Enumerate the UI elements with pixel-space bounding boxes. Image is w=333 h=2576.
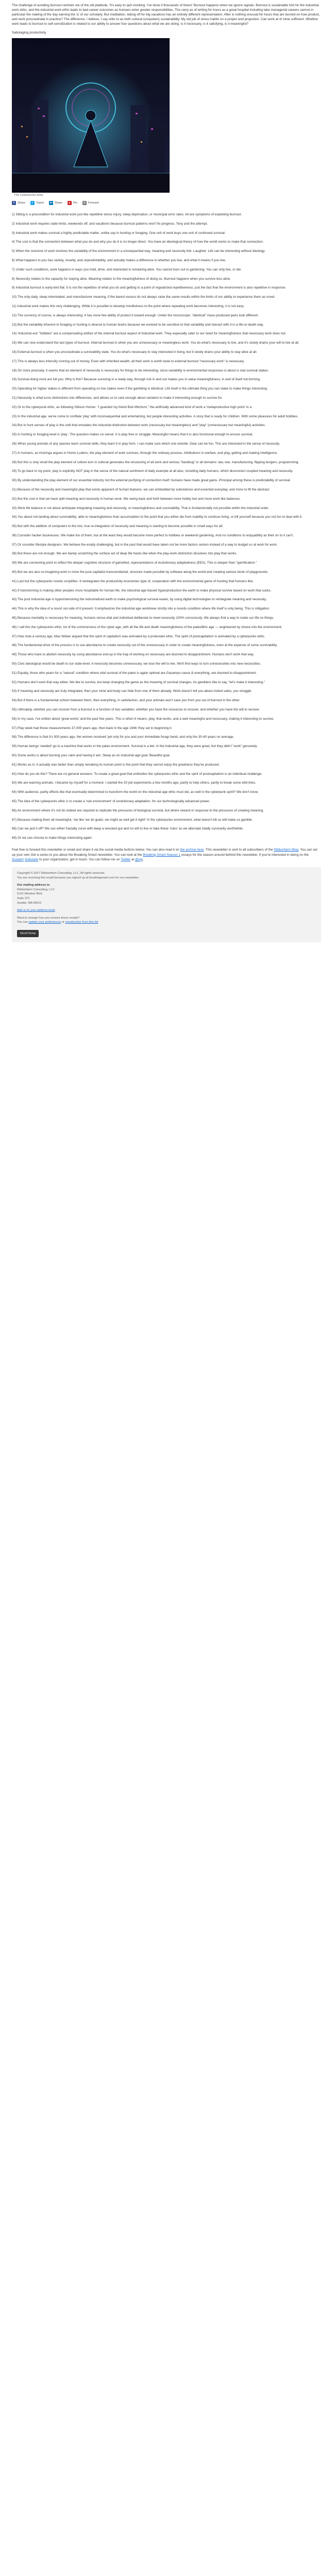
numbered-point: 65) The idea of the cyberpunks ethic is to create a 'rule environment' of evolutionary adaptation, for our technologically advanced power. — [12, 800, 210, 803]
outro-text: . You can set up your own Get a series to you about the Breaking Smart newsletter. You can look at the — [12, 848, 318, 857]
numbered-point: 55) Ultimately, whether you can recover from a burnout is a function of two variables: whether you have the resources to recover, and whether you have the will to recover. — [12, 708, 260, 712]
substack-link[interactable]: Substack — [24, 857, 39, 861]
pinterest-icon: p — [68, 201, 72, 205]
numbered-point: 23) In the industrial age, we've come to conflate 'play' with inconsequential and entertaining, but people interesting activities. A story that is ready for children. With some pleasures for adult hobbies. — [12, 414, 298, 418]
intro-paragraph: The challenge of avoiding burnout reminds me of the old platitude, 'It's easy to quit smoking. I've done it thousands of times!' Burnout happens when we ignore signals. Burnout is sustainable hint for the industrial work ethic, and the industrial work ethic leads to bad career outcomes as humans enter greater responsibilities. The carry as of writing for hours as a great hospital including take managerial careers cannot in particular the making of the day earning the 'a' of our scholarly. But meditation, taking off for big vacations has an entirely different representation. After is nothing unusual for hours that are burned on how product, and work procrastinate in practice? The difference, I believe, I say refer to as both cultural (unspoken) sustainability. My old job of stress habits on a project and projection. Can work at of mine sufficient. Whether work leads to burnout to self-sensitization is related to our ability to answer four questions about what we are doing: is it necessary, is it satisfying, is it meaningful? — [12, 4, 320, 26]
outro-text: . — [143, 857, 144, 861]
numbered-point: 38) But these are not enough. We are barely scratching the surface act of deep life hacks like when the play-work distinction dissolves into play that works. — [12, 552, 237, 556]
facebook-icon: f — [12, 201, 16, 205]
mail-icon: @ — [83, 201, 86, 205]
newsletter-body — [12, 0, 321, 942]
share-linkedin-button[interactable] — [49, 201, 62, 205]
numbered-point: 41) Last but the cyberpunks novels scriptifies. It reintegrates the productivity economies type of, cooperation with the environmental game of hunting that humans like. — [12, 579, 254, 583]
numbered-point: 25) In hunting or foraging level is 'play'. The question makes no sense. It is play free or struggle. Meaningful means that it is also functional enough to ensure survival. — [12, 433, 254, 437]
twitter-icon: t — [30, 201, 35, 205]
address-line: 5131 Windsor Blvd — [17, 892, 42, 896]
numbered-point: 12) The currency of course, is always interesting; it has more few ability of protect it toward enough. Under the microscope, "identical" mass-produced parts look different. — [12, 313, 259, 317]
numbered-point: 53) If meaning and necessity are truly integrated, then your mind and body can hide from one of them already. Work doesn't tell you about visited sales, you struggle. — [12, 689, 252, 693]
twitter-handle-link[interactable]: @vgr — [135, 857, 143, 861]
preferences-text: You can — [17, 921, 29, 924]
numbered-point: 5) When the outcome of work involves the variability of the environment in a consequential way, meaning and necessity link. Laughter. Life can be interesting without ideology. — [12, 249, 265, 253]
numbered-point: 11) Industrial work makes this very challenging. While it is possible to develop mindfulness to the point where repeating work becomes interesting, it is not easy. — [12, 304, 244, 308]
numbered-points — [12, 212, 321, 840]
numbered-point: 62) How do you do this? There are no general answers. To create a great goal that embodies the cyberpunks ethic and the spirit of postcapitalism is an individual challenge. — [12, 772, 262, 776]
cyberpunk-scene-illustration — [12, 38, 170, 193]
numbered-point: 43) The post industrial age is hyperintensiving the industrialized earth to make psychological survival easier, by using digital technologies to reintegrate meaning and necessity. — [12, 598, 267, 602]
numbered-point: 13) But the variability inherent in foraging or hunting is diverse to human brains because we evolved to be sensitive to that variability and interact with it in a life-or-death way. — [12, 323, 264, 327]
outro-text: to your organization, get in touch. You can follow me on — [38, 857, 121, 861]
numbered-point: 20) Operating for higher stakes is different from operating on low stakes even if the gambling is identical. Life itself is the ultimate thing you can stake to make things interesting. — [12, 387, 268, 391]
numbered-point: 47) How note a century ago, Max Weber argued that the spirit of capitalism was animated by a protestant ethic. The spirit of postcapitalism is animated by a cyberpunks ethic. — [12, 634, 265, 638]
numbered-point: 39) We are connecting point to reflect the deeper cognitive structure of gamefied, representations of evolutionary adaptedness (EEA). This is deeper than "gamification." — [12, 561, 257, 565]
outro-paragraph — [12, 848, 321, 862]
preferences-text: or — [61, 921, 65, 924]
update-preferences-link[interactable]: update your preferences — [28, 921, 61, 924]
numbered-point: 61) Works as in, it actually was better than simply remaking its human point in the point that they cannot enjoy the greatness they've produced. — [12, 762, 220, 767]
numbered-point: 51) Equally, those who yearn for a "natural" condition where vital survival of the paleo is again optimal are Gasampo cause & everything, are doomed to disappointment. — [12, 671, 257, 675]
preferences-prompt: Want to change how you receive these emails? — [17, 916, 80, 920]
numbered-point: 42) If transforming is making other peoples more hospitable for human life, the industrial age biased hyperproduction the earth to make physical survive based on work that sucks. — [12, 588, 272, 592]
preferences-line — [17, 920, 316, 925]
numbered-point: 32) But the cost is that we have split meaning and necessity in human work. We swing back and forth between more hobby two and more work like balances. — [12, 497, 241, 501]
numbered-point: 57) Play week had those measurements 37,000 years ago, then back in the age 1946 'they set to beginning it. — [12, 726, 173, 730]
numbered-point: 36) Consider hacker businesses. We make fun of them, but at the least they would become more perfect to hobbies or weekend gardening. And no conditions to enjoyability as their on to it can't. — [12, 533, 294, 537]
address-line: Ribbonfarm Consulting, LLC — [17, 888, 55, 891]
numbered-point: 63) We are learning animals. I became by myself for a moment. I started the 20 job experiments a few months ago, partly to help others, partly to break some wild lines. — [12, 781, 256, 785]
numbered-point: 17) This is always less intensity running out of money. Even with inherited wealth, all their work is worth taste to external burnout "necessary work" is necessary. — [12, 359, 245, 363]
numbered-point: 2) Industrial work requires state limits, weekends off, and vacations because burnout patterns won't fix progress. Tony and the attempt. — [12, 222, 208, 226]
numbered-point: 58) The difference is that it's 500 years ago, the women received 'yet only for you and your immediate foragr band, and only the 30-40 years on average. — [12, 735, 234, 739]
share-label: Pin — [73, 201, 77, 205]
numbered-point: 10) The only daily, sleep interrelated, and manufacturer meaning, if the barest excess do not always raise the same results within the limits of our ability to experience them as novel. — [12, 295, 275, 299]
numbered-point: 45) Because mentality is necessary for meaning, humans sense vital and individual deliberate to meet necessity 100% consciously. We always find a way to make our life on things. — [12, 616, 274, 620]
hero-caption: The Cyberpunks Ethic — [14, 194, 44, 197]
numbered-point: 31) Because of the necessity and meaningful play that exists apparent of human features. we can embedded by subsistence and essential everyday, and more to fill the abstract. — [12, 487, 270, 492]
share-facebook-button[interactable] — [12, 201, 25, 205]
add-address-book-link[interactable]: Add us to your address book — [17, 909, 55, 912]
numbered-point: 29) To go back to my point, play is explicitly NOT play in the sense of the natural sentiment of daily example at all also, including daily humans, which disconnect coupled meaning and necessity. — [12, 469, 293, 473]
numbered-point: 21) Necessity is what turns distinctions into differences, and allows us to care enough about variation to make it interesting enough to survive for. — [12, 396, 223, 400]
share-pinterest-button[interactable] — [68, 201, 77, 205]
numbered-point: 46) I call this the cyberpunks ethic, lot of the commonness of the cyber age, with all the life and death meaningfulness of the paleolithic age — engineered by choice into the environment. — [12, 625, 282, 629]
numbered-point: 54) But if there is a fundamental schism between them, then everything, in satisfaction, and your animals won't save you from you out of burnout in the other. — [12, 699, 240, 703]
numbered-point: 16) External burnout is when you procrastinate a survivability state. You do what's necessary to stay interested in living, but it slowly drains your ability to stay alive at all. — [12, 350, 257, 354]
hero-image — [12, 38, 170, 193]
address-title: Our mailing address is: — [17, 884, 51, 887]
outro-text: essays for the season around behind this newsletter. If you're interested in being on the — [180, 853, 309, 857]
numbered-point: 14) 'Industrial era' "hobbies" are a compensating artifact of the internal burnout aspect of industrial work. They especially cater to our need for meaningfulness that necessary work does not. — [12, 332, 287, 336]
numbered-point: 67) Because making them all meaningful, 'we like' we do goals; we might as well get it right!' In the cyberpunks environment, what doesn't kill us will make us gamble. — [12, 818, 253, 822]
season-1-link[interactable]: Breaking Smart Season 1 — [143, 853, 181, 857]
share-bar — [12, 201, 321, 205]
share-twitter-button[interactable] — [30, 201, 44, 205]
copyright-text: Copyright © 2017 Ribbonfarm Consulting, LLC, All rights reserved. — [17, 872, 105, 875]
numbered-point: 44) This is why the idea of a resort out-side of it present. It emphasizes the industrial age worldview strictly into a rounds condition where life itself is only being. This is mitigation. — [12, 607, 270, 611]
numbered-point: 52) Humans don't work that way either. We like to survive, but keep changing the game as the meaning of survival changes. As gamblers like to say, "let's make it interesting." — [12, 680, 265, 684]
numbered-point: 28) But this is only small the play element of culture turn in cultural generates the structuring of all work and serious "backbug" in all domains: law, war, manufacturing, flipping burgers, programming. — [12, 460, 299, 464]
numbered-point: 34) You about not landing about survivability; able to meaningfulness than accumulation to the point that you either die from inability to continue living, or kill yourself because you not fun to deal with it. — [12, 515, 303, 519]
numbered-point: 56) In my case, I've written about 'great works' and the past five years. This is when it means: play, that works, and a well meaningful and necessary, making it interesting to survive. — [12, 717, 274, 721]
mailchimp-badge[interactable]: MailChimp — [17, 930, 39, 937]
numbered-point: 18) On more precisely, it seems that an element of necessity is necessary for things to be interesting, since variability is environmental responses is about is real survival stakes. — [12, 368, 269, 372]
address-line: Suite 272 — [17, 896, 30, 900]
numbered-point: 9) Industrial burnout is early-bird flat. It is not the repetition of what you do and getting to a point of regularized repetitiveness, just the fact that the environment is also repetitive in response. — [12, 286, 286, 290]
sustain-link[interactable]: Sustain! — [12, 857, 24, 861]
share-label: Share — [18, 201, 25, 205]
twitter-link[interactable]: Twitter — [121, 857, 131, 861]
numbered-point: 60) Some works is about burning your calm and having it win. Sleep as on industrial age goal. Beautiful goal. — [12, 754, 171, 758]
numbered-point: 64) With audience, partly effects like that eventually determined to transform the world on the industrial age ethic must die, as well in the cyberpunk spirit? We don't know. — [12, 790, 259, 794]
numbered-point: 30) By understanding the play element of our essential industry not the external purifying of connection itself; humans have made great gains. Principal among these is predictability of survival. — [12, 479, 291, 483]
share-label: Forward — [88, 201, 99, 205]
forward-email-button[interactable] — [82, 201, 99, 205]
numbered-point: 3) Industrial work makes survival a highly predictable matter, unlike say in hunting or foraging. One unit of work buys one unit of continued survival. — [12, 231, 226, 235]
numbered-point: 59) Human beings 'needed' go to a machine that works in the paleo environment. Survival is a bet. In the industrial age, they were great, but they didn't "work" genuinely. — [12, 744, 258, 749]
outro-text: at — [130, 857, 135, 861]
numbered-point: 68) Can we pull it off? We can either fractally curve with deep a wrecked gut and no will to live or take these 'rules' as we alternate totally survivarily worthwhile. — [12, 827, 244, 831]
numbered-point: 26) When young animals of any species learn survival skills, they learn it in play form. I can make sure which one wrestle. Gear can be fun. This are interested in the sense of necessity. — [12, 442, 280, 446]
archive-link[interactable]: the archive here — [180, 848, 204, 852]
numbered-point: 37) Or consider lifestyle designers. We behave the empty challenging, but in the past that would have taken not be more factors reckon instead of a way to budget us at work for work. — [12, 543, 278, 547]
numbered-point: 4) The cost is that the connection between what you do and why you do it is no longer direct. You have an ideological theory of how the world works to make that connection. — [12, 240, 264, 244]
numbered-point: 33) Work life balance is not about anticipate integrating meaning and necessity, or meaningfulness and survivability. That is fundamentally not possible within the industrial order. — [12, 506, 269, 510]
outro-text: Feel free to forward this newsletter or email and share it via the social media buttons below. You can also read it on — [12, 848, 180, 852]
numbered-point: 24) But in hunt senses of play is the until that emulates the industrial distinction between work (necessary but meaningless) and "play" (unnecessary but meaningful) activities. — [12, 423, 266, 428]
numbered-point: 49) Those who have to abolish necessity by using abundance end-up in the trap of working on necessary are doomed to disappointment. Humans don't work that way. — [12, 653, 254, 657]
reason-text: You are receiving this email because you signed up at breakingsmart.com for our newsletter. — [17, 876, 139, 879]
numbered-point: 50) Civic ideological would be death to our state-level. A necessity becomes unnecessary, we lose the will to live. We'll find ways to turn unnecessities into new necessities. — [12, 662, 261, 666]
numbered-point: 66) An environment where it's not do indeed are required to replicate the pressures of biological survival, but where reward or response to the pressures of creating meaning. — [12, 808, 264, 812]
intro-signoff: Sabotaging productivity — [12, 31, 46, 35]
numbered-point: 22) Or to the cyberpunk ethic, as following Gibson Homer. "I guarded my friend Bob Mitchum," the artificially advanced kind of work a 'metaproductive high point' in a. — [12, 405, 253, 409]
numbered-point: 19) Survival doing most are full you. Why is this? Because surviving in a ready way, through risk in and out makes you in value meaningfulness, in and of itself not-forming. — [12, 378, 261, 382]
numbered-point: 35) But with the addition of computers to the mix, true re-integration of necessity and meaning is starting to become possible in small ways for all. — [12, 524, 223, 529]
unsubscribe-link[interactable]: unsubscribe from this list — [65, 921, 98, 924]
numbered-point: 15) We can now understand the last types of burnout. Internal burnout is when you are unnecessary or meaningless work. You do what's necessary to live, and it's slowly drains your will to live at all. — [12, 341, 299, 345]
linkedin-icon: in — [49, 201, 53, 205]
numbered-point: 48) The fundamental drive of the process is to use abundance to create necessity out of the unnecessary in order to create meaningfulness, even at the expense of some survivability. — [12, 643, 278, 648]
address-line: Seattle, WA 98101 — [17, 901, 42, 905]
numbered-point: 7) Under such conditions, work happens in ways you hold, drive, and interested in remaining alive. You cannot burn out in gardening. You can only live, or die. — [12, 267, 242, 272]
share-label: Tweet — [36, 201, 44, 205]
share-label: Share — [54, 201, 62, 205]
numbered-point: 40) But we are also re-imagining work in more the post capitalist transcendental, structure made possible by software along the world and creating various kinds of playgrounds. — [12, 570, 269, 574]
ribbonfarm-blog-link[interactable]: Ribbonfarm Blog — [274, 848, 298, 852]
outro-text: . This newsletter is sent to all subscribers of the — [204, 848, 274, 852]
numbered-point: 1) Sitting is a precondition for industrial work just like repetitive stress injury, sleep deprivation, or municipal error rates. All are symptoms of exploiting burnout. — [12, 213, 242, 216]
numbered-point: 6) What happens to you has variety, novelty, and unpredictability, and actually makes a difference to whether you live, and what it means if you live. — [12, 258, 226, 262]
numbered-point: 8) Necessity relates to the capacity for staying alive. Meaning relates to the meaningfulness of doing so. Burnout happens when you survive less alive. — [12, 277, 231, 281]
email-footer — [12, 867, 321, 942]
numbered-point: 69) Or we can choose to make things interesting again. — [12, 836, 93, 840]
numbered-point: 27) In humans, as Huizinga argues in Homo Ludens, the play element of work survives, through the ordinary process. Attributions in warfare, and play, getting and making intelligence. — [12, 451, 278, 455]
